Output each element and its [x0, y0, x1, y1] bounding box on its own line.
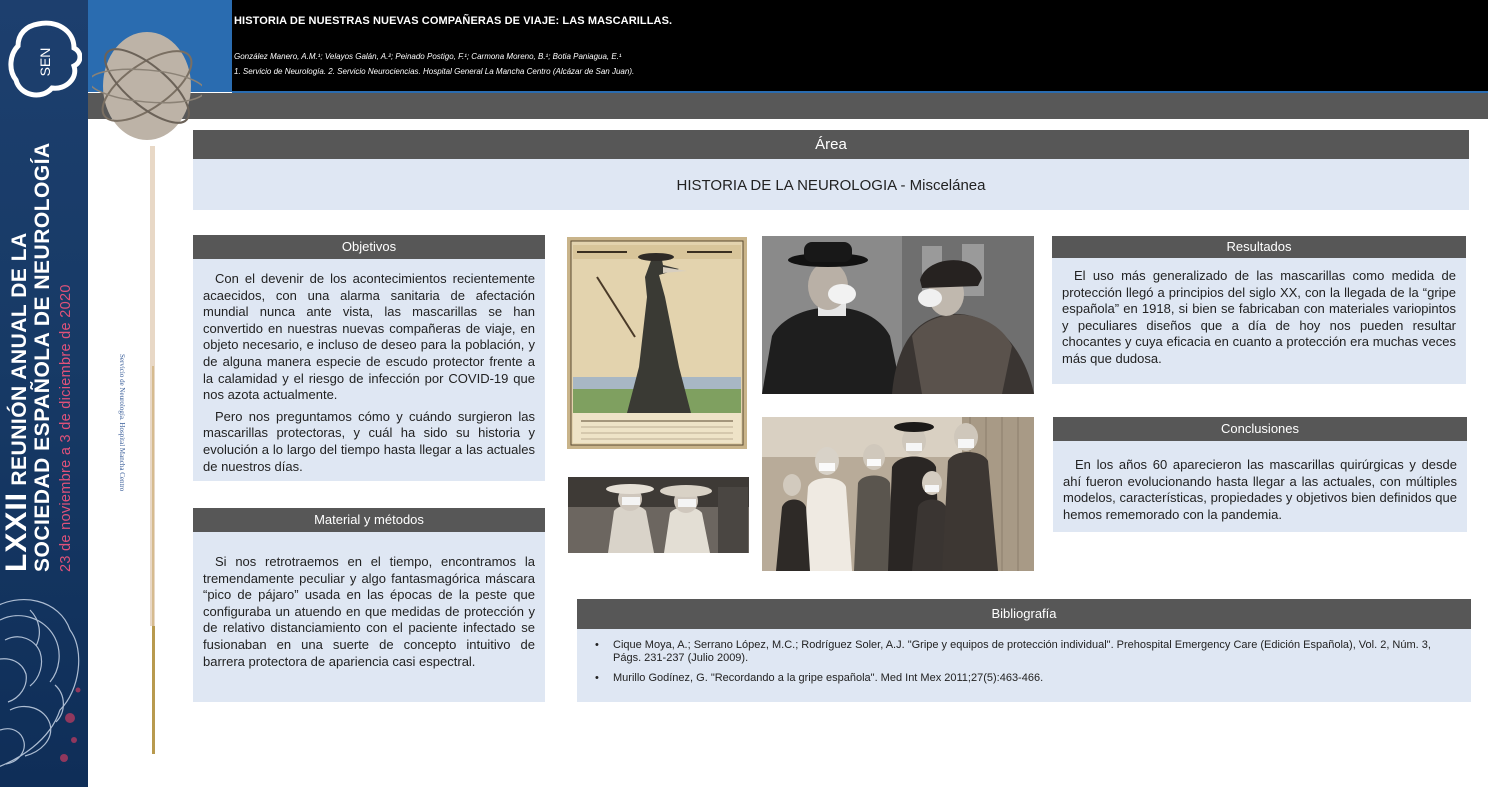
- brain-illustration: [0, 590, 88, 787]
- gray-band: [88, 93, 1488, 119]
- left-banner: [0, 0, 88, 787]
- poster-authors: González Manero, A.M.¹; Velayos Galán, A.²; Peinado Postigo, F.¹; Carmona Moreno, B.¹; Botia Paniagua, E.¹: [234, 52, 622, 61]
- resultados-paragraph-1: El uso más generalizado de las mascarillas como medida de protección llegó a principios del siglo XX, con la llegada de la “gripe española” en 1918, si bien se fabricaban con materiales variopintos y peculiares diseños que a día de hoy nos pueden resultar chocantes y cuya eficacia en cuanto a protección era muchas veces más que dudosa.: [1062, 268, 1456, 366]
- masked-women-image: [568, 477, 749, 553]
- congress-line1: REUNIÓN ANUAL DE LA: [8, 232, 31, 486]
- bibliografia-item: • Murillo Godínez, G. "Recordando a la gripe española". Med Int Mex 2011;27(5):463-466.: [587, 672, 1461, 685]
- material-header: Material y métodos: [193, 508, 545, 532]
- material-body: [193, 532, 545, 702]
- objetivos-paragraph-1: Con el devenir de los acontecimientos recientemente acaecidos, con una alarma sanitaria de afectación mundial nunca ante vista, las mascarillas se han convertido en nuestras nuevas compañeras de viaje, en objeto necesario, e incluso de deseo para la población, y de alguna manera especie de escudo protector frente a la calamidad y el riesgo de infección por COVID-19 que nos azota actualmente.: [203, 271, 535, 403]
- bibliografia-list: [577, 629, 1471, 702]
- logo-text: SEN: [37, 47, 53, 77]
- header-blue-block: [88, 0, 232, 92]
- resultados-body: [1052, 258, 1466, 384]
- objetivos-body: [193, 259, 545, 481]
- material-paragraph-1: Si nos retrotraemos en el tiempo, encontramos la tremendamente peculiar y algo fantasmagórica máscara “pico de pájaro” usada en las épocas de la peste que configuraba un atuendo en que medidas de protección y de relativo distanciamiento con el paciente infectado se fusionaban en una suerte de concepto intuitivo de barrera protectora de apariencia casi espectral.: [203, 554, 535, 669]
- congress-dates: 23 de noviembre a 3 de diciembre de 2020: [58, 284, 74, 572]
- objetivos-paragraph-2: Pero nos preguntamos cómo y cuándo surgieron las mascarillas protectoras, y cuál ha sido su historia y evolución a lo largo del tiempo hasta llegar a las actuales de nuestros días.: [203, 408, 535, 474]
- conclusiones-header: Conclusiones: [1053, 417, 1467, 441]
- conclusiones-body: [1053, 441, 1467, 532]
- resultados-header: Resultados: [1052, 236, 1466, 258]
- bibliografia-header: Bibliografía: [577, 599, 1471, 629]
- congress-title: [0, 142, 86, 572]
- congress-number: LXXII: [0, 491, 33, 572]
- objetivos-header: Objetivos: [193, 235, 545, 259]
- congress-line2: SOCIEDAD ESPAÑOLA DE NEUROLOGÍA: [31, 142, 54, 572]
- poster-title: HISTORIA DE NUESTRAS NUEVAS COMPAÑERAS DE VIAJE: LAS MASCARILLAS.: [234, 15, 673, 27]
- masked-family-image: [762, 417, 1034, 571]
- sen-logo-icon: [8, 18, 82, 104]
- area-header: Área: [193, 130, 1469, 159]
- area-value: HISTORIA DE LA NEUROLOGIA - Miscelánea: [193, 159, 1469, 210]
- bibliografia-item: • Cique Moya, A.; Serrano López, M.C.; Rodríguez Soler, A.J. "Gripe y equipos de protección individual". Prehospital Emergency Care (Edición Española), Vol. 2, Núm. 3, Págs. 231-237 (Julio 2009).: [587, 639, 1461, 665]
- poster-header: [88, 0, 1488, 92]
- poster-affiliations: 1. Servicio de Neurología. 2. Servicio Neurociencias. Hospital General La Mancha Centro (Alcázar de San Juan).: [234, 67, 635, 76]
- plague-doctor-image: [567, 237, 747, 449]
- masked-couple-image: [762, 236, 1034, 394]
- hospital-logo-text: Servicio de Neurología. Hospital Mancha Centro: [118, 354, 126, 492]
- conclusiones-paragraph-1: En los años 60 aparecieron las mascarillas quirúrgicas y desde ahí fueron evolucionando hasta llegar a las actuales, con múltiples modelos, características, propiedades y objetivos bien definidos que hemos rememorado con la pandemia.: [1063, 457, 1457, 522]
